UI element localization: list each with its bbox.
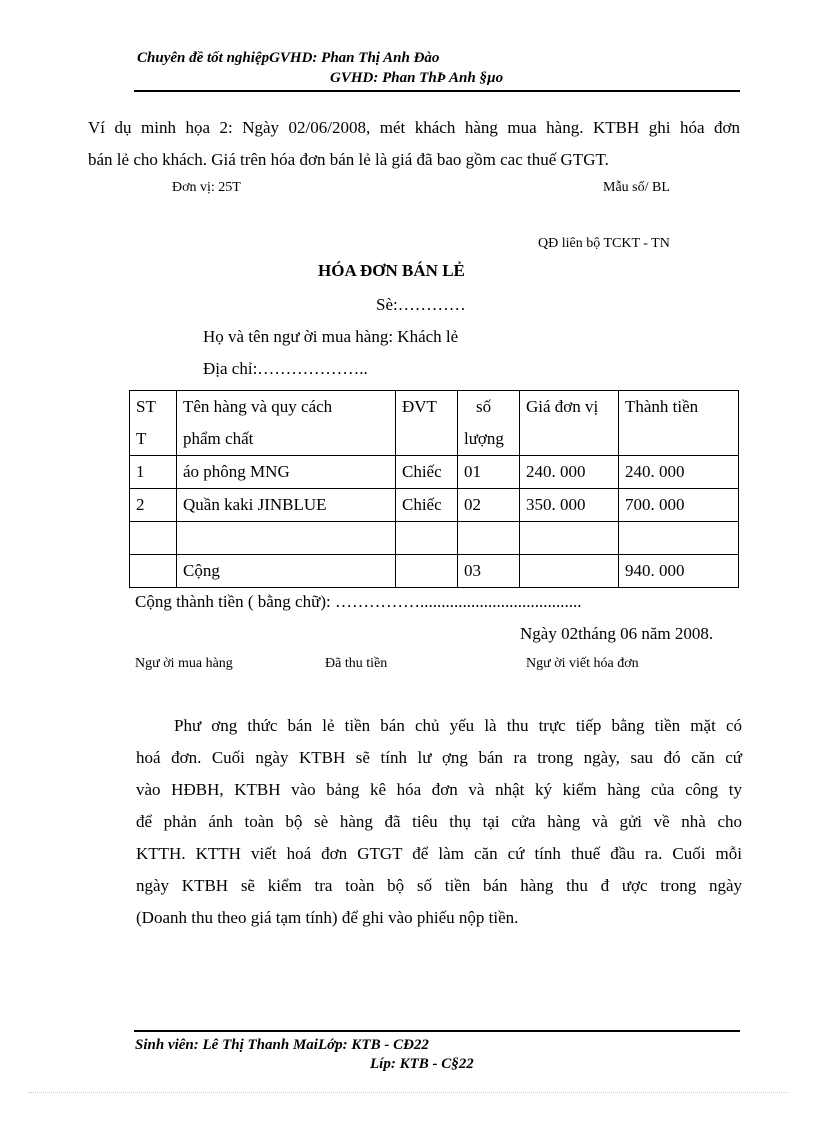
row-1-unit: Chiếc	[396, 456, 458, 489]
empty-cell	[130, 522, 177, 555]
header-stt-line-1: ST	[136, 397, 156, 416]
body-line: Phư ơng thức bán lẻ tiền bán chủ yếu là thu trực tiếp bằng tiền mặt có	[174, 716, 742, 735]
header-name-line-1: Tên hàng và quy cách	[183, 397, 333, 416]
footer-line-1: Sinh viên: Lê Thị Thanh MaiLớp: KTB - CĐ22	[135, 1037, 429, 1053]
row-2-qty: 02	[458, 489, 520, 522]
table-row-empty	[130, 522, 739, 555]
empty-cell	[458, 522, 520, 555]
row-1-name: áo phông MNG	[177, 456, 396, 489]
row-2-stt: 2	[130, 489, 177, 522]
signature-buyer: Ngư ời mua hàng	[135, 656, 233, 671]
header-qty-line-1: số	[476, 397, 492, 416]
total-price	[520, 555, 619, 588]
invoice-buyer: Họ và tên ngư ời mua hàng: Khách lẻ	[203, 327, 459, 346]
header-amount-text: Thành tiền	[625, 397, 699, 416]
table-row	[130, 456, 739, 489]
total-stt	[130, 555, 177, 588]
body-line: (Doanh thu theo giá tạm tính) để ghi vào phiếu nộp tiền.	[136, 908, 519, 927]
invoice-title: HÓA ĐƠN BÁN LẺ	[318, 261, 465, 280]
table-header-row	[130, 391, 739, 456]
invoice-unit: Đơn vị: 25T	[172, 180, 241, 195]
signature-writer: Ngư ời viết hóa đơn	[526, 656, 639, 671]
header-name-line-2: phẩm chất	[183, 429, 254, 448]
empty-cell	[177, 522, 396, 555]
body-line: vào HĐBH, KTBH vào bảng kê hóa đơn và nhật ký kiểm hàng của công ty	[136, 780, 742, 799]
total-unit	[396, 555, 458, 588]
row-2-name: Quần kaki JINBLUE	[177, 489, 396, 522]
row-1-stt: 1	[130, 456, 177, 489]
amount-in-words: Cộng thành tiền ( bằng chữ): ……………......................................	[135, 592, 582, 611]
intro-line-2: bán lẻ cho khách. Giá trên hóa đơn bán lẻ là giá đã bao gồm cac thuế GTGT.	[88, 150, 609, 169]
header-unit-text: ĐVT	[402, 397, 437, 416]
header-rule	[134, 90, 740, 92]
row-1-amount: 240. 000	[619, 456, 739, 489]
invoice-date: Ngày 02tháng 06 năm 2008.	[520, 624, 714, 643]
header-price-text: Giá đơn vị	[526, 397, 599, 416]
header-name	[177, 391, 396, 456]
header-amount	[619, 391, 739, 456]
header-unit	[396, 391, 458, 456]
header-qty-line-2: lượng	[464, 429, 504, 448]
intro-paragraph	[88, 112, 740, 176]
row-2-price: 350. 000	[520, 489, 619, 522]
invoice-number: Sè:…………	[376, 295, 466, 314]
page-bottom-divider	[28, 1092, 788, 1093]
invoice-decision: QĐ liên bộ TCKT - TN	[538, 236, 670, 251]
row-2-unit: Chiếc	[396, 489, 458, 522]
table-total-row	[130, 555, 739, 588]
header-price	[520, 391, 619, 456]
table-row	[130, 489, 739, 522]
header-stt-line-2: T	[136, 429, 147, 448]
invoice-address: Địa chỉ:………………..	[203, 359, 368, 378]
invoice-form-number: Mẫu số/ BL	[603, 180, 670, 195]
footer-rule	[134, 1030, 740, 1032]
header-qty	[458, 391, 520, 456]
signature-cashier: Đã thu tiền	[325, 656, 388, 671]
footer-line-2: Líp: KTB - C§22	[370, 1056, 474, 1072]
body-line: để phản ánh toàn bộ sè hàng đã tiêu thụ tại cửa hàng và gửi về nhà cho	[136, 812, 742, 831]
body-paragraph	[136, 710, 742, 934]
total-amount: 940. 000	[619, 555, 739, 588]
header-stt	[130, 391, 177, 456]
body-line: hoá đơn. Cuối ngày KTBH sẽ tính lư ợng bán ra trong ngày, sau đó căn cứ	[136, 748, 742, 767]
intro-line-1: Ví dụ minh họa 2: Ngày 02/06/2008, mét khách hàng mua hàng. KTBH ghi hóa đơn	[88, 118, 740, 137]
row-1-price: 240. 000	[520, 456, 619, 489]
row-2-amount: 700. 000	[619, 489, 739, 522]
header-line-2: GVHD: Phan ThÞ Anh §µo	[330, 70, 504, 86]
body-line: KTTH. KTTH viết hoá đơn GTGT để làm căn cứ tính thuế đầu ra. Cuối mỗi	[136, 844, 742, 863]
invoice-table	[129, 390, 739, 588]
total-label: Cộng	[177, 555, 396, 588]
body-line: ngày KTBH sẽ kiểm tra toàn bộ số tiền bán hàng thu đ ược trong ngày	[136, 876, 742, 895]
header-line-1: Chuyên đề tốt nghiệpGVHD: Phan Thị Anh Đào	[137, 50, 440, 66]
empty-cell	[520, 522, 619, 555]
row-1-qty: 01	[458, 456, 520, 489]
empty-cell	[396, 522, 458, 555]
empty-cell	[619, 522, 739, 555]
total-qty: 03	[458, 555, 520, 588]
